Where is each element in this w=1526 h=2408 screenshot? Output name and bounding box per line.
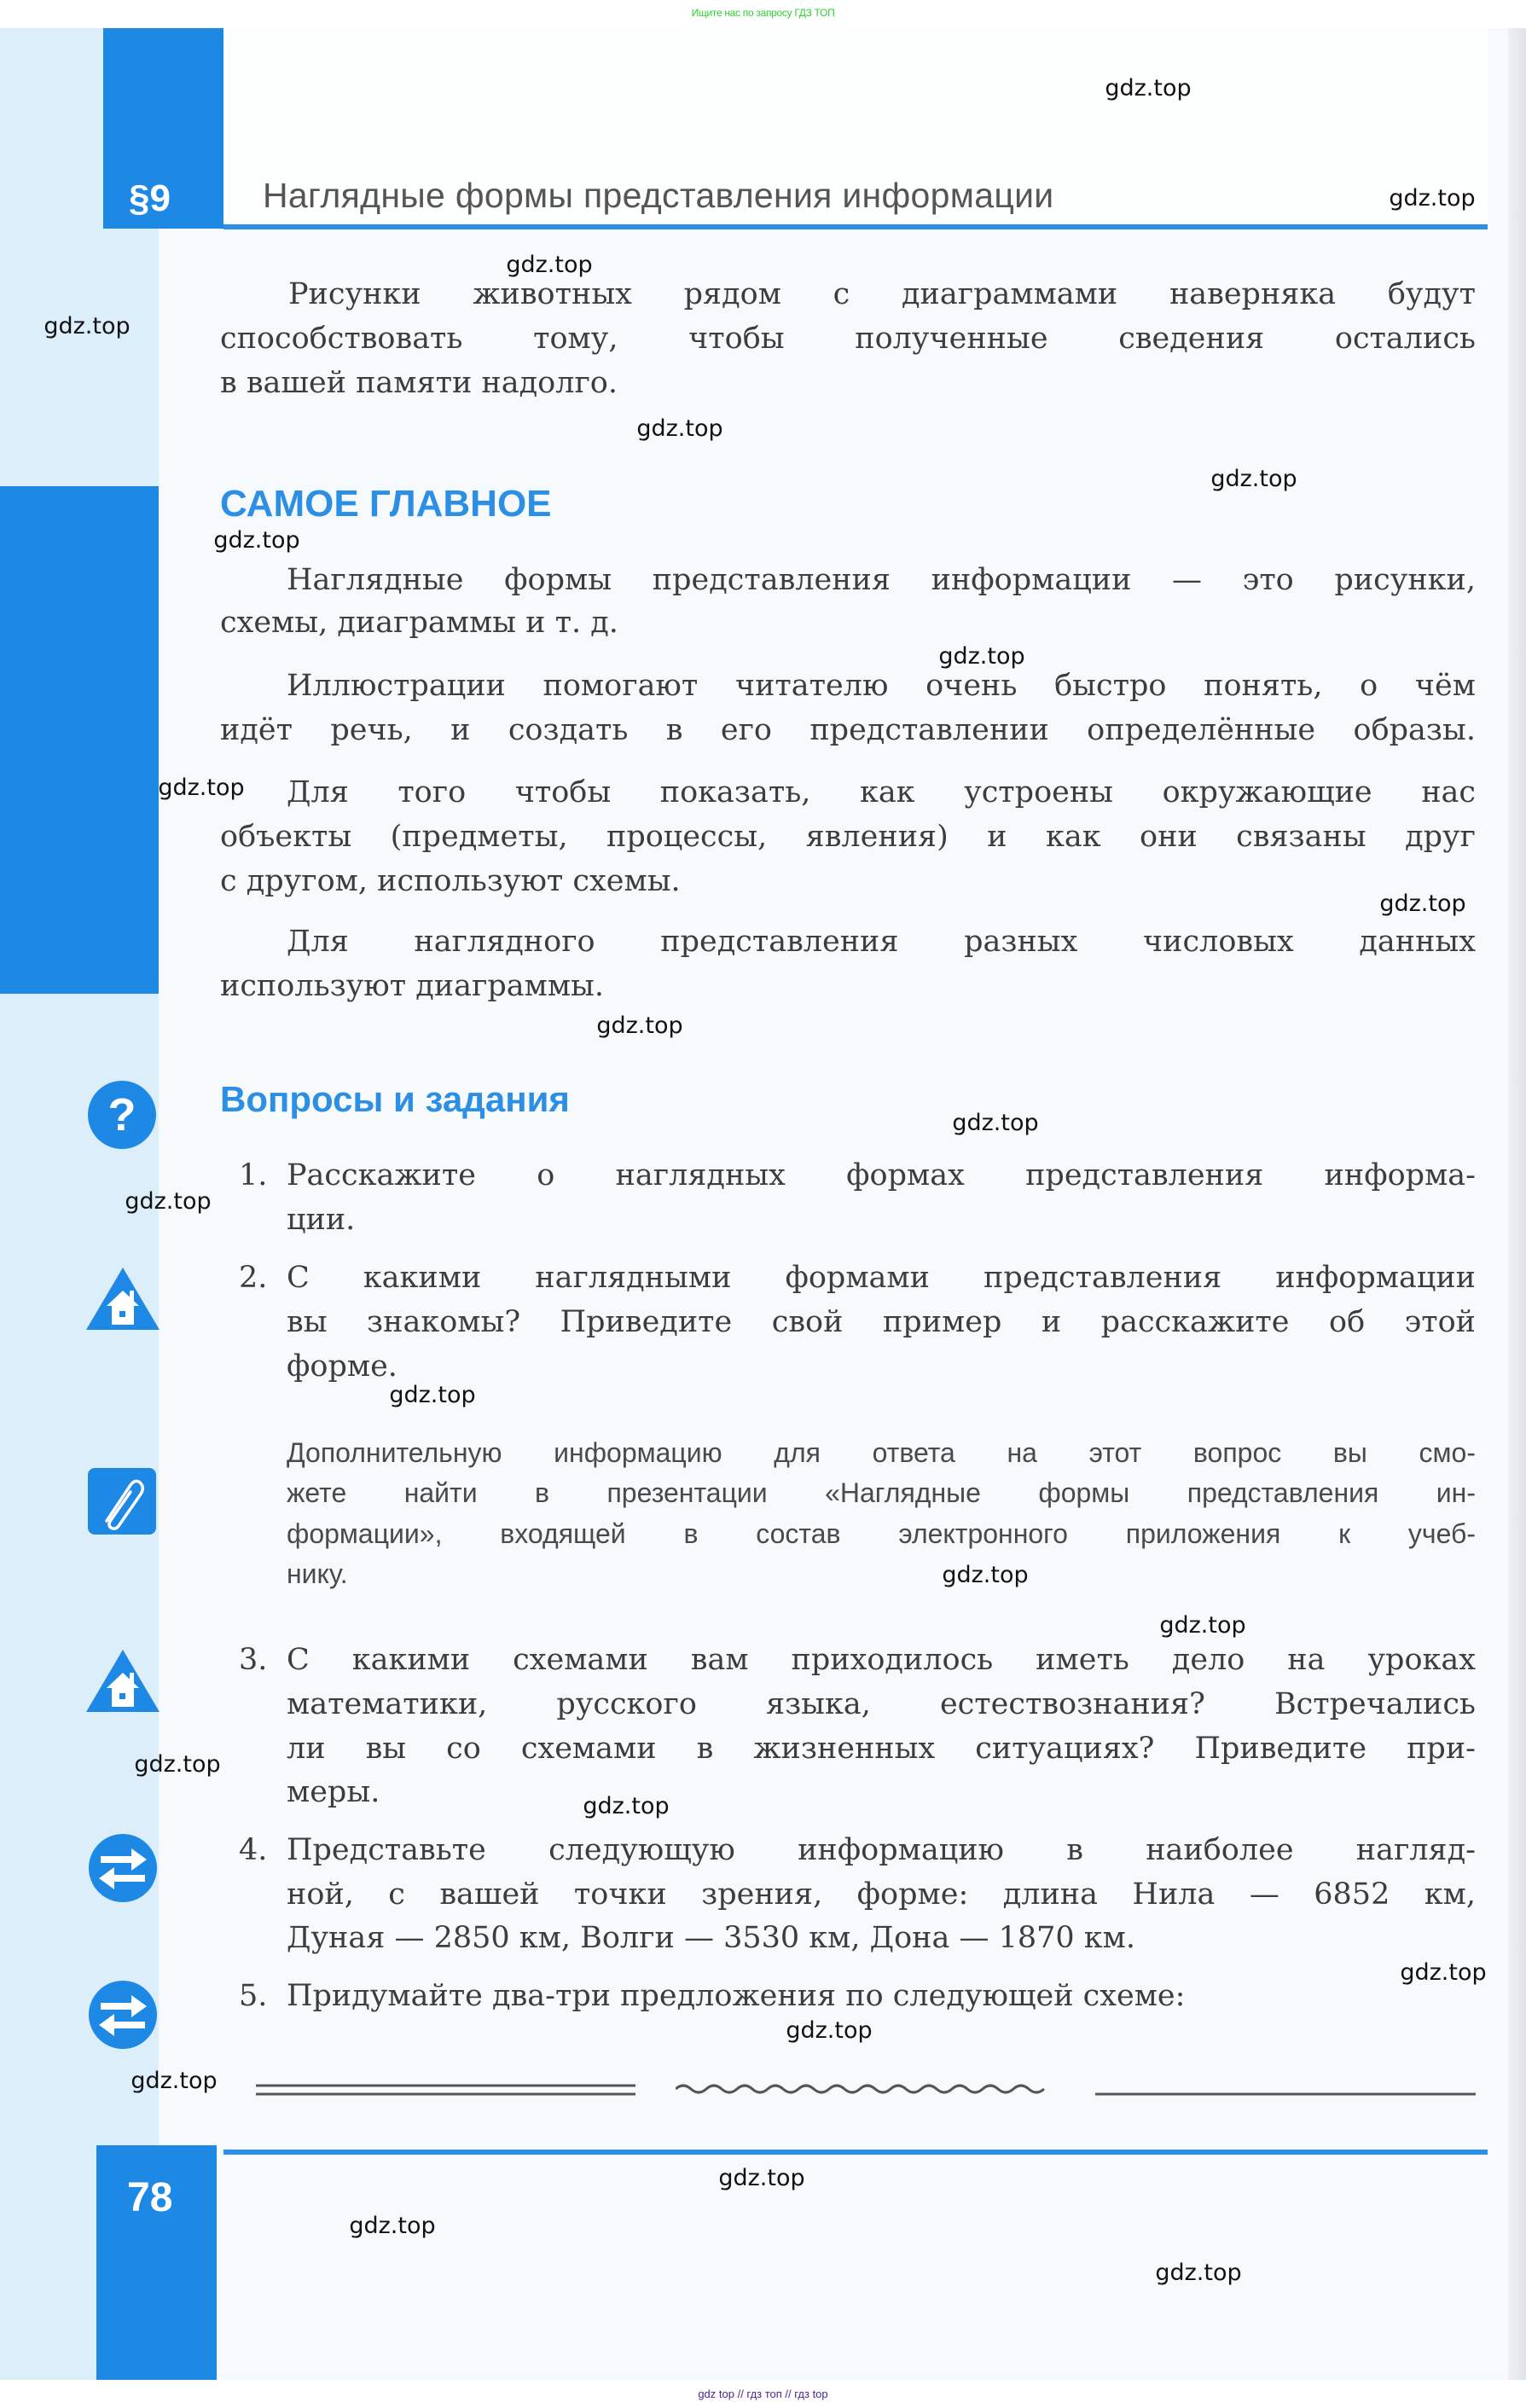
question-line: Дуная — 2850 км, Волги — 3530 км, Дона — 1870 км. (287, 1921, 1136, 1955)
intro-line: в вашей памяти надолго. (220, 366, 618, 400)
note-line: нику. (287, 1558, 348, 1589)
watermark-text: gdz.top (1159, 1612, 1246, 1639)
watermark-text: gdz.top (938, 643, 1025, 670)
header-rule (223, 224, 1488, 229)
watermark-text: gdz.top (349, 2213, 436, 2239)
page-number: 78 (127, 2175, 173, 2220)
scheme-double-underline (256, 2082, 635, 2099)
watermark-text: gdz.top (131, 2068, 218, 2094)
scheme-single-underline (1095, 2082, 1476, 2099)
watermark-text: gdz.top (158, 775, 245, 801)
question-line: С какими наглядными формами представления информации (287, 1261, 1476, 1295)
watermark-text: gdz.top (952, 1110, 1039, 1136)
watermark-text: gdz.top (389, 1382, 476, 1408)
watermark-text: gdz.top (583, 1793, 670, 1819)
pair-work-icon (87, 1979, 159, 2051)
bottom-banner-text: gdz top // гдз топ // гдз top (698, 2388, 828, 2400)
summary-side-band (0, 486, 159, 994)
paragraph-marker-box (103, 28, 223, 229)
pair-work-icon (87, 1832, 159, 1904)
textbook-page (0, 28, 1526, 2380)
home-task-icon (84, 1647, 161, 1715)
watermark-text: gdz.top (1400, 1959, 1487, 1986)
question-line: Представьте следующую информацию в наиболее нагляд- (287, 1833, 1476, 1867)
question-line: меры. (287, 1775, 380, 1809)
question-line: вы знакомы? Приведите свой пример и расскажите об этой (287, 1305, 1476, 1339)
page-title: Наглядные формы представления информации (263, 176, 1054, 215)
watermark-text: gdz.top (1155, 2260, 1242, 2286)
watermark-text: gdz.top (786, 2017, 873, 2044)
page-number-box (96, 2145, 217, 2380)
paperclip-icon (88, 1468, 156, 1535)
svg-text:?: ? (107, 1089, 136, 1140)
question-number: 5. (239, 1979, 268, 2013)
watermark-text: gdz.top (636, 415, 723, 442)
question-line: С какими схемами вам приходилось иметь дело на уроках (287, 1643, 1476, 1677)
watermark-text: gdz.top (44, 313, 131, 339)
note-line: формации», входящей в состав электронного приложения к учеб- (287, 1518, 1476, 1549)
page-edge-shadow (1508, 28, 1526, 2380)
summary-line: Для наглядного представления разных числовых данных (287, 925, 1476, 959)
watermark-text: gdz.top (1379, 891, 1466, 917)
summary-line: схемы, диаграммы и т. д. (220, 606, 618, 640)
question-number: 4. (239, 1833, 268, 1867)
question-mark-icon (86, 1079, 158, 1151)
scheme-wavy-underline (676, 2082, 1055, 2099)
summary-line: Для того чтобы показать, как устроены окружающие нас (287, 775, 1476, 809)
question-line: форме. (287, 1349, 397, 1384)
question-line: ной, с вашей точки зрения, форме: длина Нила — 6852 км, (287, 1877, 1476, 1912)
question-line: Придумайте два-три предложения по следующей схеме: (287, 1979, 1186, 2013)
intro-line: способствовать тому, чтобы полученные сведения остались (220, 322, 1476, 356)
question-number: 3. (239, 1643, 268, 1677)
summary-line: объекты (предметы, процессы, явления) и как они связаны друг (220, 820, 1476, 854)
question-line: математики, русского языка, естествознания? Встречались (287, 1687, 1476, 1721)
watermark-text: gdz.top (213, 527, 300, 554)
top-banner-text: Ищите нас по запросу ГДЗ ТОП (691, 7, 835, 19)
footer-rule (223, 2150, 1488, 2155)
watermark-text: gdz.top (596, 1013, 683, 1039)
watermark-text: gdz.top (1105, 75, 1192, 102)
watermark-text: gdz.top (1210, 466, 1297, 492)
question-number: 1. (239, 1158, 268, 1192)
watermark-text: gdz.top (718, 2165, 805, 2191)
question-line: Расскажите о наглядных формах представления информа- (287, 1158, 1476, 1192)
question-line: ции. (287, 1203, 356, 1237)
watermark-text: gdz.top (134, 1751, 221, 1778)
note-line: Дополнительную информацию для ответа на этот вопрос вы смо- (287, 1437, 1476, 1468)
summary-line: Иллюстрации помогают читателю очень быстро понять, о чём (287, 669, 1476, 703)
home-task-icon (84, 1265, 161, 1333)
paragraph-marker: §9 (129, 177, 171, 219)
summary-line: идёт речь, и создать в его представлении определённые образы. (220, 713, 1476, 747)
bottom-banner (0, 2380, 1526, 2408)
watermark-text: gdz.top (506, 252, 593, 278)
intro-line: Рисунки животных рядом с диаграммами наверняка будут (288, 277, 1476, 311)
watermark-text: gdz.top (125, 1188, 212, 1215)
top-banner (0, 0, 1526, 28)
note-line: жете найти в презентации «Наглядные формы представления ин- (287, 1477, 1476, 1508)
summary-line: с другом, используют схемы. (220, 864, 681, 898)
summary-line: Наглядные формы представления информации — это рисунки, (287, 563, 1476, 597)
summary-line: используют диаграммы. (220, 969, 605, 1003)
question-line: ли вы со схемами в жизненных ситуациях? Приведите при- (287, 1732, 1476, 1766)
summary-heading: САМОЕ ГЛАВНОЕ (220, 483, 552, 525)
watermark-text: gdz.top (942, 1562, 1029, 1588)
question-number: 2. (239, 1261, 268, 1295)
questions-heading: Вопросы и задания (220, 1079, 570, 1119)
watermark-text: gdz.top (1389, 185, 1476, 212)
